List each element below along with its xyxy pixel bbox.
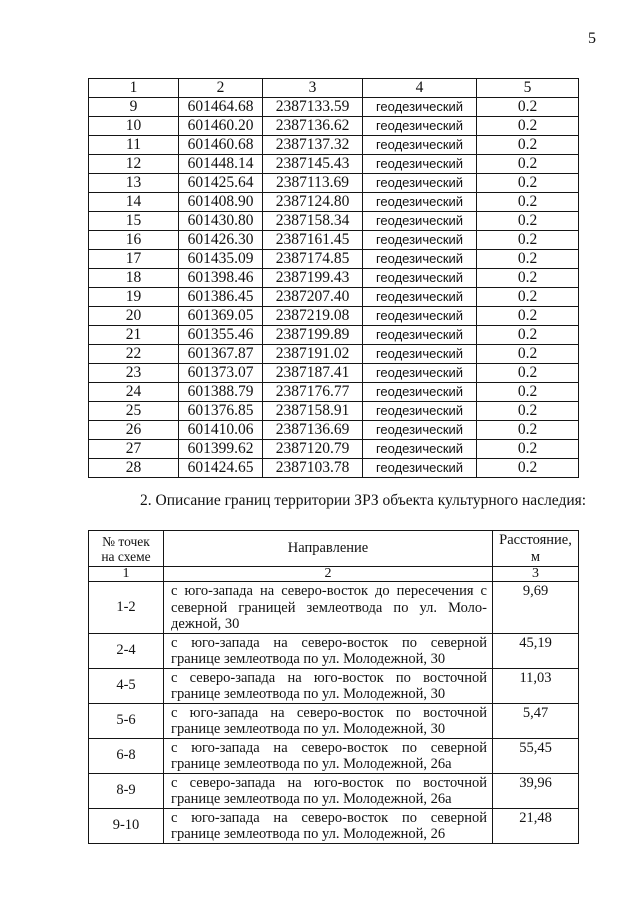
x-coordinate-cell: 601369.05 [179,307,263,326]
section-heading: 2. Описание границ территории ЗРЗ объекта культурного наследия: [140,492,587,509]
column-number-cell: 3 [493,567,579,582]
coordinates-table-body [89,79,579,478]
coordinates-column-number: 4 [363,79,477,98]
point-number-cell: 15 [89,212,179,231]
direction-cell [164,668,493,703]
segment-points-cell: 8-9 [89,773,164,808]
distance-cell: 5,47 [493,703,579,738]
direction-cell [164,633,493,668]
method-cell: геодезический [363,307,477,326]
coordinate-row [89,307,579,326]
method-cell: геодезический [363,364,477,383]
method-cell: геодезический [363,117,477,136]
accuracy-cell: 0.2 [477,421,579,440]
accuracy-cell: 0.2 [477,307,579,326]
method-cell: геодезический [363,98,477,117]
column-number-cell: 1 [89,567,164,582]
x-coordinate-cell: 601367.87 [179,345,263,364]
boundary-column-numbers-row [89,567,579,582]
boundary-row [89,668,579,703]
x-coordinate-cell: 601399.62 [179,440,263,459]
coordinates-column-number: 2 [179,79,263,98]
y-coordinate-cell: 2387219.08 [263,307,363,326]
column-number-cell: 2 [164,567,493,582]
boundary-row [89,773,579,808]
points-header-line: на схеме [101,548,151,564]
coordinates-column-number: 3 [263,79,363,98]
coordinate-row [89,364,579,383]
point-number-cell: 17 [89,250,179,269]
distance-column-header: Расстояние, м [493,531,579,567]
coordinate-row [89,383,579,402]
coordinates-column-number: 5 [477,79,579,98]
x-coordinate-cell: 601408.90 [179,193,263,212]
x-coordinate-cell: 601376.85 [179,402,263,421]
point-number-cell: 26 [89,421,179,440]
direction-line: с северо-запада на юго-восток по восточной [171,774,487,791]
direction-cell [164,703,493,738]
y-coordinate-cell: 2387158.34 [263,212,363,231]
point-number-cell: 28 [89,459,179,478]
direction-cell [164,808,493,843]
boundary-row [89,738,579,773]
point-number-cell: 22 [89,345,179,364]
method-cell: геодезический [363,440,477,459]
direction-line: с юго-запада на северо-восток по северной [171,634,487,651]
coordinate-row [89,459,579,478]
coordinate-row [89,98,579,117]
point-number-cell: 16 [89,231,179,250]
direction-line: дежной, 30 [171,616,240,632]
y-coordinate-cell: 2387174.85 [263,250,363,269]
coordinates-column-number: 1 [89,79,179,98]
accuracy-cell: 0.2 [477,136,579,155]
accuracy-cell: 0.2 [477,98,579,117]
coordinate-row [89,345,579,364]
boundary-row [89,582,579,634]
point-number-cell: 13 [89,174,179,193]
point-number-cell: 9 [89,98,179,117]
method-cell: геодезический [363,288,477,307]
y-coordinate-cell: 2387124.80 [263,193,363,212]
point-number-cell: 12 [89,155,179,174]
method-cell: геодезический [363,459,477,478]
direction-cell [164,582,493,634]
direction-line: границе землеотвода по ул. Молодежной, 30 [171,686,446,702]
y-coordinate-cell: 2387161.45 [263,231,363,250]
point-number-cell: 11 [89,136,179,155]
accuracy-cell: 0.2 [477,364,579,383]
coordinate-row [89,212,579,231]
method-cell: геодезический [363,212,477,231]
direction-line: границе землеотвода по ул. Молодежной, 26 [171,826,446,842]
method-cell: геодезический [363,136,477,155]
distance-cell: 55,45 [493,738,579,773]
distance-cell: 21,48 [493,808,579,843]
point-number-cell: 18 [89,269,179,288]
accuracy-cell: 0.2 [477,345,579,364]
segment-points-cell: 1-2 [89,582,164,634]
point-number-cell: 24 [89,383,179,402]
y-coordinate-cell: 2387136.62 [263,117,363,136]
y-coordinate-cell: 2387158.91 [263,402,363,421]
x-coordinate-cell: 601398.46 [179,269,263,288]
direction-line: границе землеотвода по ул. Молодежной, 26а [171,756,452,772]
accuracy-cell: 0.2 [477,383,579,402]
x-coordinate-cell: 601435.09 [179,250,263,269]
method-cell: геодезический [363,383,477,402]
boundary-row [89,633,579,668]
coordinate-row [89,288,579,307]
distance-cell: 11,03 [493,668,579,703]
point-number-cell: 14 [89,193,179,212]
boundary-header-row [89,531,579,567]
direction-column-header: Направление [164,531,493,567]
coordinates-header-row [89,79,579,98]
y-coordinate-cell: 2387137.32 [263,136,363,155]
coordinates-table [88,78,579,478]
point-number-cell: 21 [89,326,179,345]
y-coordinate-cell: 2387103.78 [263,459,363,478]
y-coordinate-cell: 2387187.41 [263,364,363,383]
direction-line: с юго-запада на северо-восток до пересечения с [171,583,487,599]
x-coordinate-cell: 601460.68 [179,136,263,155]
coordinate-row [89,250,579,269]
coordinate-row [89,174,579,193]
distance-cell: 9,69 [493,582,579,634]
point-number-cell: 27 [89,440,179,459]
accuracy-cell: 0.2 [477,402,579,421]
x-coordinate-cell: 601388.79 [179,383,263,402]
point-number-cell: 10 [89,117,179,136]
page-number: 5 [588,30,596,47]
coordinate-row [89,136,579,155]
x-coordinate-cell: 601460.20 [179,117,263,136]
x-coordinate-cell: 601426.30 [179,231,263,250]
segment-points-cell: 5-6 [89,703,164,738]
method-cell: геодезический [363,231,477,250]
distance-cell: 45,19 [493,633,579,668]
points-column-header [89,531,164,567]
accuracy-cell: 0.2 [477,288,579,307]
point-number-cell: 20 [89,307,179,326]
method-cell: геодезический [363,250,477,269]
segment-points-cell: 6-8 [89,738,164,773]
y-coordinate-cell: 2387113.69 [263,174,363,193]
accuracy-cell: 0.2 [477,250,579,269]
coordinate-row [89,421,579,440]
accuracy-cell: 0.2 [477,155,579,174]
y-coordinate-cell: 2387176.77 [263,383,363,402]
coordinate-row [89,193,579,212]
boundary-row [89,808,579,843]
boundary-description-table [88,530,579,844]
accuracy-cell: 0.2 [477,269,579,288]
direction-line: границе землеотвода по ул. Молодежной, 30 [171,721,446,737]
point-number-cell: 25 [89,402,179,421]
segment-points-cell: 4-5 [89,668,164,703]
x-coordinate-cell: 601464.68 [179,98,263,117]
method-cell: геодезический [363,269,477,288]
method-cell: геодезический [363,193,477,212]
coordinate-row [89,117,579,136]
coordinate-row [89,326,579,345]
x-coordinate-cell: 601448.14 [179,155,263,174]
points-header-line: № точек [102,533,150,549]
boundary-row [89,703,579,738]
distance-cell: 39,96 [493,773,579,808]
direction-line: границе землеотвода по ул. Молодежной, 30 [171,651,446,667]
direction-cell [164,773,493,808]
method-cell: геодезический [363,402,477,421]
y-coordinate-cell: 2387133.59 [263,98,363,117]
x-coordinate-cell: 601386.45 [179,288,263,307]
direction-cell [164,738,493,773]
accuracy-cell: 0.2 [477,326,579,345]
method-cell: геодезический [363,174,477,193]
accuracy-cell: 0.2 [477,212,579,231]
direction-line: с юго-запада на северо-восток по северной [171,809,487,826]
y-coordinate-cell: 2387136.69 [263,421,363,440]
y-coordinate-cell: 2387145.43 [263,155,363,174]
accuracy-cell: 0.2 [477,231,579,250]
x-coordinate-cell: 601410.06 [179,421,263,440]
y-coordinate-cell: 2387199.89 [263,326,363,345]
coordinate-row [89,440,579,459]
segment-points-cell: 9-10 [89,808,164,843]
accuracy-cell: 0.2 [477,117,579,136]
coordinate-row [89,231,579,250]
method-cell: геодезический [363,155,477,174]
y-coordinate-cell: 2387120.79 [263,440,363,459]
direction-line: северной границей землеотвода по ул. Моло- [171,599,487,616]
accuracy-cell: 0.2 [477,193,579,212]
coordinate-row [89,155,579,174]
x-coordinate-cell: 601430.80 [179,212,263,231]
method-cell: геодезический [363,345,477,364]
method-cell: геодезический [363,421,477,440]
y-coordinate-cell: 2387191.02 [263,345,363,364]
x-coordinate-cell: 601424.65 [179,459,263,478]
boundary-table-body [89,531,579,844]
segment-points-cell: 2-4 [89,633,164,668]
y-coordinate-cell: 2387207.40 [263,288,363,307]
x-coordinate-cell: 601425.64 [179,174,263,193]
direction-line: с юго-запада на северо-восток по северной [171,739,487,756]
accuracy-cell: 0.2 [477,440,579,459]
accuracy-cell: 0.2 [477,174,579,193]
point-number-cell: 19 [89,288,179,307]
y-coordinate-cell: 2387199.43 [263,269,363,288]
direction-line: границе землеотвода по ул. Молодежной, 26а [171,791,452,807]
direction-line: с юго-запада на северо-восток по восточной [171,704,487,721]
coordinate-row [89,269,579,288]
coordinate-row [89,402,579,421]
direction-line: с северо-запада на юго-восток по восточной [171,669,487,686]
point-number-cell: 23 [89,364,179,383]
accuracy-cell: 0.2 [477,459,579,478]
x-coordinate-cell: 601355.46 [179,326,263,345]
x-coordinate-cell: 601373.07 [179,364,263,383]
method-cell: геодезический [363,326,477,345]
